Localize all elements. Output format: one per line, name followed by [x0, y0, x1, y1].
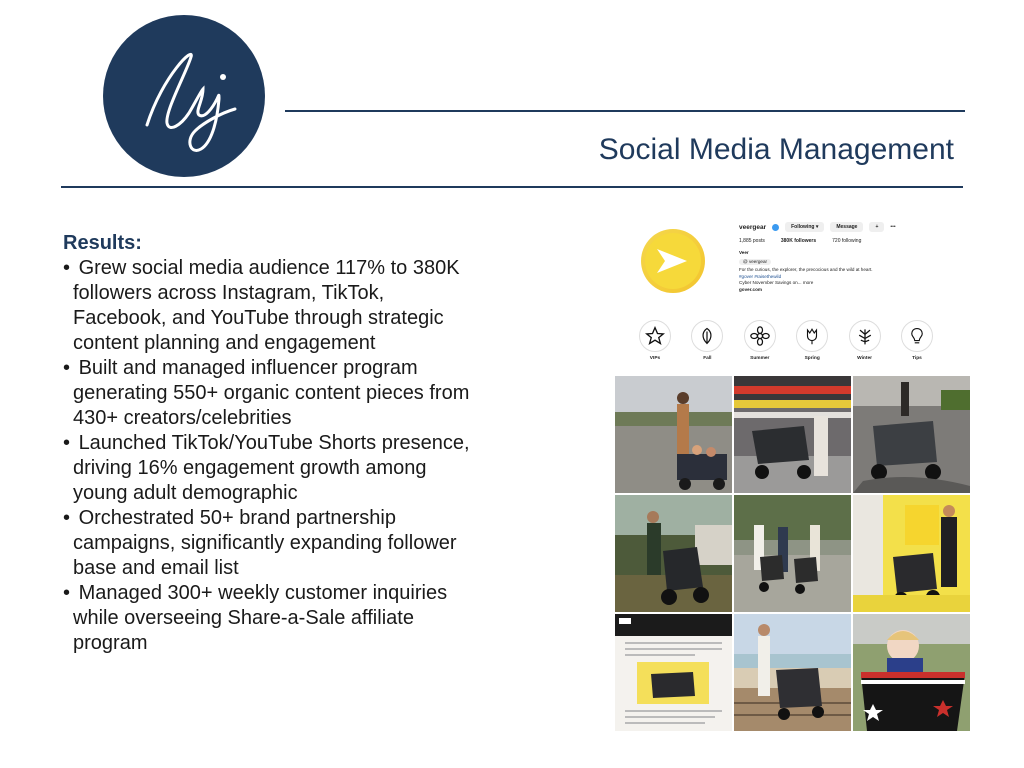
highlight-summer[interactable]: Summer	[741, 320, 779, 361]
following-button[interactable]: Following ▾	[785, 222, 824, 232]
veer-chevron-icon	[653, 241, 693, 281]
park-stroller-photo[interactable]	[615, 495, 732, 612]
instagram-profile-screenshot	[636, 216, 936, 372]
page-title: Social Media Management	[598, 133, 954, 166]
group-walk-photo[interactable]	[734, 495, 851, 612]
profile-avatar	[641, 229, 705, 293]
highlight-winter[interactable]: Winter	[846, 320, 884, 361]
yellow-display-photo[interactable]	[853, 495, 970, 612]
highlight-fall[interactable]: Fall	[688, 320, 726, 361]
tulip-icon	[803, 327, 821, 345]
results-bullet: • Grew social media audience 117% to 380K followers across Instagram, TikTok, Facebook, and YouTube through strategic content planning and engagement	[63, 257, 460, 354]
flower-icon	[750, 326, 770, 346]
stroller-washing-photo[interactable]	[853, 376, 970, 493]
branch-icon	[855, 326, 875, 346]
store-stroller-photo[interactable]	[734, 376, 851, 493]
lj-monogram-icon	[103, 15, 265, 177]
lightbulb-icon	[908, 327, 926, 345]
header-rule-top	[285, 110, 965, 112]
profile-bio: Veer @ veergear For the curious, the explorer, the precocious and the wild at heart. #gover #raisethewild Cyber November Savings on... more gover.com	[739, 250, 873, 292]
results-section	[63, 231, 473, 656]
more-options-icon[interactable]: •••	[890, 224, 896, 230]
header-rule-bottom	[61, 186, 963, 188]
wagon-walk-photo[interactable]	[615, 376, 732, 493]
article-screenshot[interactable]	[615, 614, 732, 731]
leaf-icon	[698, 327, 716, 345]
instagram-photo-grid	[615, 376, 969, 734]
results-bullet: • Launched TikTok/YouTube Shorts presence, driving 16% engagement growth among young adult demographic	[63, 432, 470, 504]
highlight-spring[interactable]: Spring	[793, 320, 831, 361]
profile-stats: 1,885 posts 380K followers 720 following	[739, 238, 862, 244]
results-heading: Results:	[63, 232, 142, 254]
results-bullet: • Built and managed influencer program generating 550+ organic content pieces from 430+ creators/celebrities	[63, 357, 470, 429]
highlight-tips[interactable]: Tips	[898, 320, 936, 361]
star-icon	[645, 326, 665, 346]
results-bullet: • Managed 300+ weekly customer inquiries while overseeing Share-a-Sale affiliate program	[63, 582, 448, 654]
story-highlights	[636, 320, 936, 361]
add-user-button[interactable]: +	[869, 222, 884, 232]
beach-stroller-photo[interactable]	[734, 614, 851, 731]
message-button[interactable]: Message	[830, 222, 863, 232]
brand-logo	[103, 15, 265, 177]
results-bullet: • Orchestrated 50+ brand partnership campaigns, significantly expanding follower base and email list	[63, 507, 457, 579]
patriotic-wagon-photo[interactable]	[853, 614, 970, 731]
highlight-vips[interactable]: VIPs	[636, 320, 674, 361]
verified-badge-icon	[772, 224, 779, 231]
profile-username: veergear	[739, 223, 767, 231]
